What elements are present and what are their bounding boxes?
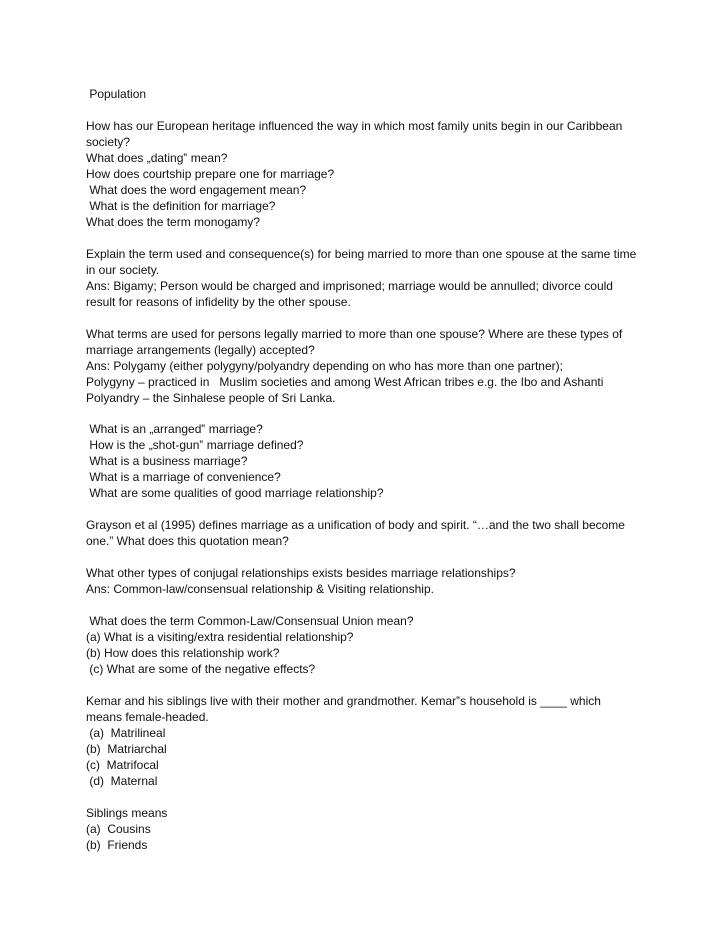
text-line: What is the definition for marriage? — [86, 199, 276, 213]
text-line: What are some qualities of good marriage relationship? — [86, 486, 384, 500]
option-line: (a) Matrilineal — [86, 726, 166, 740]
text-line: Kemar and his siblings live with their mother and grandmother. Kemar‟s household is ____ which — [86, 694, 601, 708]
text-line: What terms are used for persons legally married to more than one spouse? Where are these types of — [86, 327, 623, 341]
text-line: How is the „shot-gun‟ marriage defined? — [86, 438, 304, 452]
text-line: result for reasons of infidelity by the other spouse. — [86, 295, 351, 309]
text-line: one.” What does this quotation mean? — [86, 534, 289, 548]
text-line: (a) What is a visiting/extra residential relationship? — [86, 630, 354, 644]
text-line: What is a marriage of convenience? — [86, 470, 281, 484]
text-line: What is a business marriage? — [86, 454, 248, 468]
text-line: How has our European heritage influenced the way in which most family units begin in our Caribbean — [86, 119, 623, 133]
text-line: Siblings means — [86, 806, 168, 820]
option-line: (d) Maternal — [86, 774, 158, 788]
text-line: marriage arrangements (legally) accepted? — [86, 343, 315, 357]
text-line: What does the word engagement mean? — [86, 183, 307, 197]
text-line: What does „dating‟ mean? — [86, 151, 228, 165]
text-line: Ans: Polygamy (either polygyny/polyandry depending on who has more than one partner); — [86, 359, 563, 373]
text-line: Grayson et al (1995) defines marriage as a unification of body and spirit. “…and the two shall become — [86, 518, 625, 532]
text-line: (b) How does this relationship work? — [86, 646, 280, 660]
text-line: society? — [86, 135, 131, 149]
option-line: (c) Matrifocal — [86, 758, 159, 772]
text-line: Polygyny – practiced in Muslim societies and among West African tribes e.g. the Ibo and Ashanti — [86, 375, 604, 389]
text-line: Ans: Common-law/consensual relationship & Visiting relationship. — [86, 582, 434, 596]
text-line: What does the term monogamy? — [86, 215, 261, 229]
text-line: (c) What are some of the negative effects? — [86, 662, 316, 676]
option-line: (b) Friends — [86, 838, 148, 852]
text-line: How does courtship prepare one for marriage? — [86, 167, 335, 181]
text-line: Explain the term used and consequence(s) for being married to more than one spouse at the same time — [86, 247, 637, 261]
text-line: in our society. — [86, 263, 160, 277]
text-line: What other types of conjugal relationships exists besides marriage relationships? — [86, 566, 516, 580]
text-line: means female-headed. — [86, 710, 209, 724]
text-line: What does the term Common-Law/Consensual Union mean? — [86, 614, 414, 628]
section-heading: Population — [86, 87, 147, 101]
option-line: (a) Cousins — [86, 822, 151, 836]
text-line: What is an „arranged‟ marriage? — [86, 422, 263, 436]
text-line: Polyandry – the Sinhalese people of Sri Lanka. — [86, 391, 336, 405]
option-line: (b) Matriarchal — [86, 742, 167, 756]
text-line: Ans: Bigamy; Person would be charged and imprisoned; marriage would be annulled; divorce could — [86, 279, 613, 293]
